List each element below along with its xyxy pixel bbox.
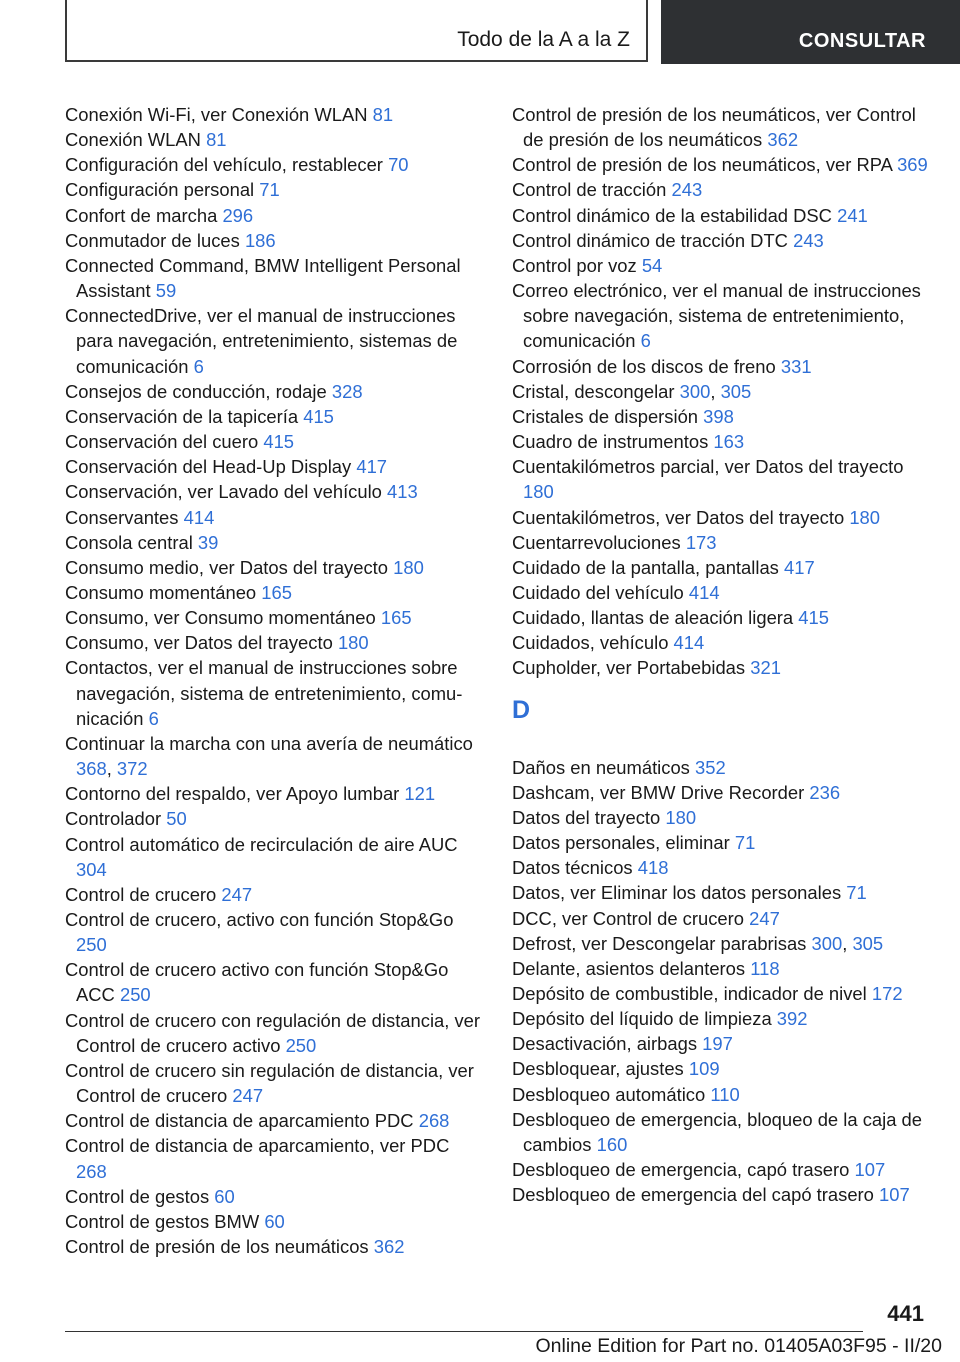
page-link[interactable]: 54 <box>641 254 663 276</box>
index-entry <box>512 177 932 202</box>
index-entry-text: Datos, ver Eliminar los datos personales <box>512 882 842 904</box>
page-link[interactable]: 415 <box>263 431 295 453</box>
index-entry-text: Controlador <box>65 808 162 830</box>
page-link[interactable]: 398 <box>703 405 734 427</box>
index-entry <box>512 956 932 981</box>
index-entry-text: Continuar la marcha con una avería de neumático <box>65 732 473 754</box>
index-entry-text: Cuidado del vehículo <box>512 581 684 603</box>
page-link[interactable]: 414 <box>673 632 705 654</box>
index-entry <box>512 203 932 228</box>
index-entry <box>65 655 483 730</box>
index-entry-text: Desactivación, airbags <box>512 1033 698 1055</box>
page-link[interactable]: 418 <box>637 857 669 879</box>
index-entry <box>65 505 483 530</box>
index-entry <box>512 404 932 429</box>
index-entry-text: Configuración personal <box>65 179 255 201</box>
page-link[interactable]: 107 <box>879 1184 910 1206</box>
index-entry <box>512 530 932 555</box>
page-link[interactable]: 331 <box>780 355 812 377</box>
page-link[interactable]: 413 <box>387 481 418 503</box>
index-entry <box>65 203 483 228</box>
index-entry-text: ConnectedDrive, ver el manual de instrucciones para navegación, entretenimiento, sistemas de comunicación <box>65 305 458 377</box>
index-entry <box>65 555 483 580</box>
index-entry <box>65 102 483 127</box>
index-entry <box>65 479 483 504</box>
page-link[interactable]: 180 <box>393 556 424 578</box>
index-entry-text: Control de presión de los neumáticos, ver Control de presión de los neumáticos <box>512 104 916 151</box>
index-entry <box>65 127 483 152</box>
page-link[interactable]: 321 <box>750 657 781 679</box>
index-entry <box>65 379 483 404</box>
index-entry-text: Control de tracción <box>512 179 667 201</box>
index-entry-text: Correo electrónico, ver el manual de instrucciones sobre navegación, sistema de entretenimiento, comunicación <box>512 280 921 352</box>
index-entry-text: Control de distancia de aparcamiento, ver PDC <box>65 1135 450 1157</box>
index-entry <box>65 957 483 1007</box>
page-link[interactable]: 305 <box>720 380 752 402</box>
index-entry-text: Cupholder, ver Portabebidas <box>512 657 746 679</box>
index-entry <box>65 832 483 882</box>
page-link[interactable]: 71 <box>846 882 867 904</box>
index-entry-text: Control automático de recirculación de aire AUC <box>65 833 458 855</box>
index-entry-text: Contactos, ver el manual de instrucciones sobre navegación, sistema de entretenimiento, comunicación <box>65 657 463 729</box>
index-entry <box>512 1031 932 1056</box>
index-entry <box>512 981 932 1006</box>
tab-consult[interactable] <box>661 0 960 64</box>
index-entry-text: Contorno del respaldo, ver Apoyo lumbar <box>65 783 400 805</box>
index-entry-text: Desbloqueo de emergencia del capó trasero <box>512 1184 874 1206</box>
index-entry <box>65 1108 483 1133</box>
index-entry <box>65 580 483 605</box>
index-entry <box>512 830 932 855</box>
index-entry-text: Datos del trayecto <box>512 806 661 828</box>
page-link[interactable]: 81 <box>206 129 227 151</box>
index-entry <box>512 555 932 580</box>
index-entry-text: Control de gestos BMW <box>65 1210 260 1232</box>
page-link[interactable]: 110 <box>710 1083 740 1105</box>
page-link[interactable]: 417 <box>356 456 388 478</box>
index-entry <box>65 177 483 202</box>
tab-index[interactable] <box>65 0 648 62</box>
index-entry <box>65 404 483 429</box>
index-entry <box>512 755 932 780</box>
page-link[interactable]: 352 <box>695 756 726 778</box>
index-entry-text: Corrosión de los discos de freno <box>512 355 776 377</box>
index-entry <box>65 882 483 907</box>
index-entry-text: Conservación del cuero <box>65 431 259 453</box>
index-entry <box>65 605 483 630</box>
index-entry <box>65 1234 483 1259</box>
index-entry <box>512 354 932 379</box>
index-entry-text: Control dinámico de la estabilidad DSC <box>512 204 832 226</box>
index-entry-text: Control de distancia de aparcamiento PDC <box>65 1110 414 1132</box>
index-entry-text: Desbloqueo de emergencia, capó trasero <box>512 1159 850 1181</box>
index-entry <box>65 1058 483 1108</box>
index-entry <box>512 880 932 905</box>
page-link[interactable]: 392 <box>776 1008 808 1030</box>
page-link[interactable]: 300 <box>679 380 711 402</box>
page-link[interactable]: 305 <box>852 932 884 954</box>
index-entry-text: Control de presión de los neumáticos, ver RPA <box>512 154 892 176</box>
index-entry <box>65 429 483 454</box>
index-entry <box>512 1006 932 1031</box>
page-link[interactable]: 6 <box>193 355 204 377</box>
index-group-c <box>512 102 932 681</box>
index-entry-text: Cuidado de la pantalla, pantallas <box>512 556 779 578</box>
index-entry-text: Conexión WLAN <box>65 129 201 151</box>
page-link[interactable]: 247 <box>749 907 780 929</box>
index-entry-text: Defrost, ver Descongelar parabrisas <box>512 932 807 954</box>
index-entry-text: Datos técnicos <box>512 857 633 879</box>
page-link[interactable]: 250 <box>285 1034 317 1056</box>
index-entry-text: Conexión Wi-Fi, ver Conexión WLAN <box>65 104 368 125</box>
index-entry-text: Cristales de dispersión <box>512 405 699 427</box>
page-link[interactable]: 180 <box>849 506 881 528</box>
index-entry-text: Control de crucero con regulación de distancia, ver Control de crucero activo <box>65 1009 481 1056</box>
index-entry <box>65 1008 483 1058</box>
index-entry-text: Control dinámico de tracción DTC <box>512 229 788 251</box>
page-link[interactable]: 186 <box>244 229 276 251</box>
index-entry <box>512 152 932 177</box>
index-entry <box>512 805 932 830</box>
index-entry <box>512 630 932 655</box>
index-entry <box>512 655 932 680</box>
index-entry <box>65 1184 483 1209</box>
index-entry <box>512 505 932 530</box>
index-entry-text: Depósito del líquido de limpieza <box>512 1008 772 1030</box>
index-entry-text: Conmutador de luces <box>65 229 240 251</box>
page-link[interactable]: 296 <box>222 204 254 226</box>
page-link[interactable]: 241 <box>837 204 868 226</box>
page-link[interactable]: 118 <box>750 957 780 979</box>
index-entry-text: Control de presión de los neumáticos <box>65 1236 369 1258</box>
index-entry-text: Conservantes <box>65 506 179 528</box>
index-entry-text: Delante, asientos delanteros <box>512 957 746 979</box>
index-entry-text: Cuidados, vehículo <box>512 632 669 654</box>
page-link[interactable]: 368 <box>76 758 107 780</box>
index-entry-text: Cristal, descongelar <box>512 380 675 402</box>
page-link[interactable]: 372 <box>116 758 148 780</box>
page-link[interactable]: 180 <box>523 481 554 503</box>
index-entry-text: Cuentakilómetros, ver Datos del trayecto <box>512 506 845 528</box>
index-entry <box>512 780 932 805</box>
page-link[interactable]: 163 <box>713 431 745 453</box>
index-entry <box>512 605 932 630</box>
index-entry <box>65 806 483 831</box>
page-link[interactable]: 415 <box>798 607 829 629</box>
index-entry-text: Connected Command, BMW Intelligent Personal Assistant <box>65 254 461 302</box>
page-link[interactable]: 107 <box>854 1159 886 1181</box>
page-number: 441 <box>887 1301 924 1326</box>
index-entry-text: Consumo momentáneo <box>65 581 257 603</box>
page-link[interactable]: 414 <box>183 506 215 528</box>
index-entry-text: Control de crucero, activo con función Stop&Go <box>65 909 454 930</box>
page-link[interactable]: 50 <box>166 808 187 830</box>
page-link[interactable]: 362 <box>373 1236 405 1258</box>
index-entry-text: Cuidado, llantas de aleación ligera <box>512 607 794 629</box>
index-entry-text: Cuentakilómetros parcial, ver Datos del trayecto <box>512 456 904 478</box>
index-entry-text: Cuadro de instrumentos <box>512 431 709 453</box>
index-entry-text: Consola central <box>65 531 193 553</box>
index-entry <box>512 102 932 152</box>
index-entry <box>65 152 483 177</box>
index-entry <box>65 907 483 957</box>
section-letter: D <box>512 695 531 724</box>
page-link[interactable]: 165 <box>261 581 292 603</box>
page-link[interactable]: 173 <box>685 531 717 553</box>
index-entry <box>512 1056 932 1081</box>
index-entry <box>512 580 932 605</box>
page-link[interactable]: 160 <box>596 1133 628 1155</box>
index-entry <box>512 1182 932 1207</box>
index-entry-text: DCC, ver Control de crucero <box>512 907 745 929</box>
index-entry <box>512 278 932 353</box>
index-entry-text: Dashcam, ver BMW Drive Recorder <box>512 781 805 803</box>
page-link[interactable]: 60 <box>264 1210 285 1232</box>
index-entry-text: Consumo, ver Consumo momentáneo <box>65 607 376 629</box>
page-link[interactable]: 70 <box>388 154 409 176</box>
page-link[interactable]: 415 <box>303 405 334 427</box>
page-link[interactable]: 236 <box>809 781 841 803</box>
index-column-right <box>512 102 932 1207</box>
page-link[interactable]: 109 <box>688 1058 720 1080</box>
page-link[interactable]: 362 <box>767 129 799 151</box>
index-entry <box>512 1157 932 1182</box>
index-entry <box>65 253 483 303</box>
index-entry-text: Control por voz <box>512 254 637 276</box>
page-link[interactable]: 180 <box>665 806 697 828</box>
index-entry-text: Desbloqueo de emergencia, bloqueo de la caja de cambios <box>512 1108 922 1155</box>
page-link[interactable]: 60 <box>214 1185 235 1207</box>
index-entry-text: Conservación de la tapicería <box>65 405 299 427</box>
index-entry <box>512 1082 932 1107</box>
index-entry <box>65 630 483 655</box>
page-link[interactable]: 243 <box>793 229 824 251</box>
index-entry <box>512 228 932 253</box>
index-entry-text: Datos personales, eliminar <box>512 832 730 854</box>
index-entry <box>512 906 932 931</box>
tab-index-label: Todo de la A a la Z <box>457 28 630 51</box>
index-entry-text: Cuentarrevoluciones <box>512 531 681 553</box>
page-link[interactable]: 414 <box>688 581 720 603</box>
page-link[interactable]: 197 <box>702 1033 733 1055</box>
page-link[interactable]: 121 <box>404 783 436 805</box>
page-link[interactable]: 243 <box>671 179 703 201</box>
index-entry <box>65 530 483 555</box>
top-tabs <box>65 0 960 64</box>
page-link[interactable]: 71 <box>734 832 756 854</box>
page-link[interactable]: 304 <box>76 858 107 880</box>
index-entry <box>65 1133 483 1183</box>
index-entry-text: Conservación del Head-Up Display <box>65 456 352 478</box>
page-link[interactable]: 247 <box>221 883 253 905</box>
page-link[interactable]: 268 <box>418 1110 450 1132</box>
page-link[interactable]: 328 <box>331 380 363 402</box>
index-entry-text: Confort de marcha <box>65 204 218 226</box>
index-entry <box>512 429 932 454</box>
index-entry-text: Consumo medio, ver Datos del trayecto <box>65 556 389 578</box>
page-link[interactable]: 369 <box>897 154 928 176</box>
index-entry: Defrost, ver Descongelar parabrisas 300, 305 <box>512 932 884 954</box>
index-column-left <box>65 102 483 1259</box>
index-entry-text: Consejos de conducción, rodaje <box>65 380 327 402</box>
index-entry-text: Conservación, ver Lavado del vehículo <box>65 481 382 503</box>
page-link[interactable]: 6 <box>148 707 159 729</box>
index-entry-text: Depósito de combustible, indicador de nivel <box>512 983 867 1004</box>
page-link[interactable]: 250 <box>119 984 151 1006</box>
index-entry: Cristal, descongelar 300, 305 <box>512 380 752 402</box>
footer-divider <box>65 1331 863 1332</box>
index-entry <box>65 303 483 378</box>
index-entry-text: Consumo, ver Datos del trayecto <box>65 632 333 654</box>
page-link[interactable]: 172 <box>871 983 903 1004</box>
page-link[interactable]: 59 <box>155 280 177 302</box>
page-link[interactable]: 250 <box>76 934 107 956</box>
index-entry <box>65 228 483 253</box>
index-entry-text: Control de crucero sin regulación de distancia, ver Control de crucero <box>65 1059 474 1107</box>
footer-edition: Online Edition for Part no. 01405A03F95 - II/20 <box>535 1335 942 1357</box>
index-entry <box>512 454 932 504</box>
index-entry-text: Control de gestos <box>65 1185 210 1207</box>
page-link[interactable]: 81 <box>372 104 394 125</box>
page-link[interactable]: 268 <box>76 1160 107 1182</box>
page-link[interactable]: 71 <box>259 179 280 201</box>
tab-consult-label: CONSULTAR <box>798 30 926 52</box>
index-entry-text: Control de crucero <box>65 883 217 905</box>
index-entry-text: Control de crucero activo con función Stop&Go ACC <box>65 959 449 1006</box>
index-entry <box>65 454 483 479</box>
index-entry <box>65 1209 483 1234</box>
index-entry: Continuar la marcha con una avería de neumático 368, 372 <box>65 732 473 780</box>
page-link[interactable]: 39 <box>197 531 219 553</box>
index-entry <box>512 855 932 880</box>
page-link[interactable]: 6 <box>640 330 651 352</box>
page-link[interactable]: 300 <box>811 932 843 954</box>
index-group-d <box>512 755 932 1208</box>
index-entry <box>512 1107 932 1157</box>
index-entry <box>65 781 483 806</box>
page-link[interactable]: 247 <box>232 1085 264 1107</box>
page-link[interactable]: 417 <box>784 556 815 578</box>
index-entry-text: Desbloquear, ajustes <box>512 1058 684 1080</box>
index-entry-text: Configuración del vehículo, restablecer <box>65 154 383 176</box>
page-link[interactable]: 180 <box>337 632 369 654</box>
page-link[interactable]: 165 <box>380 607 412 629</box>
index-entry-text: Desbloqueo automático <box>512 1083 706 1105</box>
index-entry <box>512 253 932 278</box>
index-entry-text: Daños en neumáticos <box>512 756 690 778</box>
